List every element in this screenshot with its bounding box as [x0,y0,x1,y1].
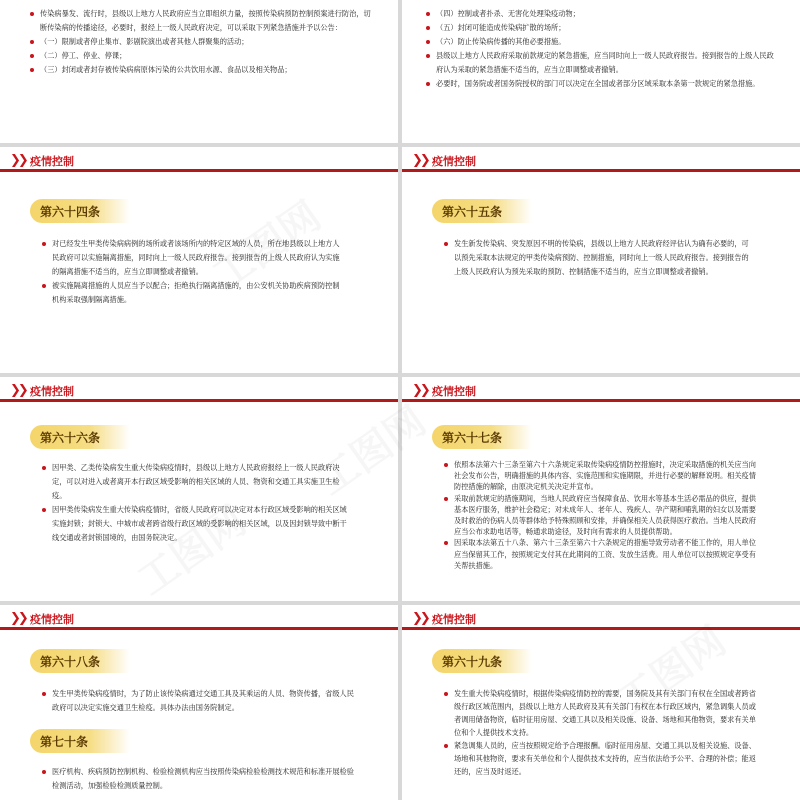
slide-panel-7 [0,605,398,800]
bullet-item [28,63,373,77]
chevron-icon: ❯❯ [10,153,26,168]
slide-panel-1 [0,0,398,143]
bullet-list [40,687,355,715]
bullet-item [424,7,774,21]
bullet-item [40,279,345,307]
bullet-list [442,237,752,279]
section-label [432,425,532,449]
header-title: 疫情控制 [432,155,476,168]
chevron-icon: ❯❯ [412,383,428,398]
section-label [30,729,130,753]
section-label [30,425,130,449]
section-label [432,199,532,223]
section-title: 第六十五条 [442,205,503,219]
bullet-item [40,461,350,503]
bullet-text: 因甲类传染病发生重大传染病疫情时，省级人民政府可以决定对本行政区域受影响的相关区域实施封锁；封锁大、中城市或者跨省级行政区域的受影响的相关区域，以及因封锁导致中断干线交通或者封锁国境的，由国务院决定。 [52,505,347,542]
bullet-item [40,687,355,715]
bullet-item [442,739,757,778]
header-rule [402,399,800,402]
bullet-item [424,21,774,35]
bullet-text: 县级以上地方人民政府采取前款规定的紧急措施，应当同时向上一级人民政府报告。接到报告的上级人民政府认为采取的紧急措施不适当的，应当立即调整或者撤销。 [436,51,774,74]
chevron-icon: ❯❯ [10,383,26,398]
slide-panel-3 [0,147,398,373]
section-title: 第七十条 [40,735,89,749]
bullet-item [28,35,373,49]
slide-header [0,605,398,635]
header-rule [402,169,800,172]
bullet-text: 因甲类、乙类传染病发生重大传染病疫情时，县级以上地方人民政府报经上一级人民政府决定，可以对进入或者离开本行政区域受影响的相关区域的人员、物资和交通工具实施卫生检疫。 [52,463,340,500]
bullet-item [442,237,752,279]
bullet-item [424,49,774,77]
header-title: 疫情控制 [30,385,74,398]
bullet-text: （三）封闭或者封存被传染病病原体污染的公共饮用水源、食品以及相关物品； [40,65,292,74]
section-title: 第六十七条 [442,431,503,445]
slide-header [0,377,398,407]
bullet-text: 被实施隔离措施的人员应当予以配合；拒绝执行隔离措施的，由公安机关协助疾病预防控制机构采取强制隔离措施。 [52,281,340,304]
bullet-list [40,765,355,793]
bullet-text: 发生甲类传染病疫情时，为了防止该传染病通过交通工具及其乘运的人员、物资传播，省级人民政府可以决定实施交通卫生检疫。具体办法由国务院制定。 [52,689,354,712]
section-label [30,649,130,673]
slide-panel-4 [402,147,800,373]
slide-panel-6 [402,377,800,601]
header-title: 疫情控制 [30,155,74,168]
header-title: 疫情控制 [30,613,74,626]
section-label [30,199,130,223]
bullet-text: 对已经发生甲类传染病病例的场所或者该场所内的特定区域的人员，所在地县级以上地方人民政府可以实施隔离措施，同时向上一级人民政府报告。接到报告的上级人民政府认为实施的隔离措施不适当的，应当立即调整或者撤销。 [52,239,340,276]
bullet-text: （五）封闭可能造成传染病扩散的场所； [436,23,566,32]
bullet-item [442,459,762,493]
header-rule [0,399,398,402]
chevron-icon: ❯❯ [412,611,428,626]
bullet-list [28,7,373,77]
bullet-item [442,493,762,538]
section-label [432,649,532,673]
bullet-text: （二）停工、停业、停课； [40,51,127,60]
bullet-item [442,687,757,739]
section-title: 第六十四条 [40,205,101,219]
section-title: 第六十九条 [442,655,503,669]
bullet-item [40,765,355,793]
header-title: 疫情控制 [432,385,476,398]
bullet-list [424,7,774,91]
bullet-text: 医疗机构、疾病预防控制机构、检验检测机构应当按照传染病检验检测技术规范和标准开展检验检测活动，加强检验检测质量控制。 [52,767,354,790]
bullet-text: 采取前款规定的措施期间，当地人民政府应当保障食品、饮用水等基本生活必需品的供应，提供基本医疗服务，维护社会稳定；对未成年人、老年人、残疾人、孕产期和哺乳期的妇女以及需要及时救治的伤病人员等群体给予特殊照顾和安排，并确保相关人员获得医疗救治。当地人民政府应当公布求助电话等，畅通求助途径，及时向有需求的人员提供帮助。 [454,493,756,537]
bullet-item [424,77,774,91]
bullet-item [442,537,762,571]
bullet-text: 因采取本法第五十八条、第六十三条至第六十六条规定的措施导致劳动者不能工作的，用人单位应当保留其工作，按照规定支付其在此期间的工资、发放生活费。用人单位可以按照规定享受有关帮扶措施。 [454,538,756,570]
slide-panel-2 [402,0,800,143]
bullet-text: 发生新发传染病、突发原因不明的传染病，县级以上地方人民政府经评估认为确有必要的，可以预先采取本法规定的甲类传染病预防、控制措施，同时向上一级人民政府报告。接到报告的上级人民政府认为预先采取的预防、控制措施不适当的，应当立即调整或者撤销。 [454,239,749,276]
header-rule [0,627,398,630]
bullet-text: 紧急调集人员的，应当按照规定给予合理报酬。临时征用房屋、交通工具以及相关设施、设备、场地和其他物资，要求有关单位和个人提供技术支持的，应当依法给予公平、合理的补偿；能返还的，应当及时返还。 [454,741,756,776]
bullet-text: 传染病暴发、流行时，县级以上地方人民政府应当立即组织力量，按照传染病预防控制预案进行防治，切断传染病的传播途径，必要时，报经上一级人民政府决定，可以采取下列紧急措施并予以公告： [40,9,371,32]
header-rule [0,169,398,172]
slide-header [402,377,800,407]
slide-header [402,605,800,635]
bullet-item [28,7,373,35]
bullet-list [442,687,757,778]
bullet-text: 发生重大传染病疫情时，根据传染病疫情防控的需要，国务院及其有关部门有权在全国或者跨省级行政区域范围内，县级以上地方人民政府及其有关部门有权在本行政区域内，紧急调集人员或者调用储备物资，临时征用房屋、交通工具以及相关设施、设备、场地和其他物资，要求有关单位和个人提供技术支持。 [454,689,756,737]
slide-header [0,147,398,177]
section-title: 第六十八条 [40,655,101,669]
bullet-text: 必要时，国务院或者国务院授权的部门可以决定在全国或者部分区域采取本条第一款规定的紧急措施。 [436,79,760,88]
bullet-text: 依照本法第六十三条至第六十六条规定采取传染病疫情防控措施时，决定采取措施的机关应当向社会发布公告，明确措施的具体内容、实施范围和实施期限，并进行必要的解释说明。相关疫情防控措施的解除，由原决定机关决定并宣布。 [454,460,756,492]
slide-panel-8 [402,605,800,800]
slide-header [402,147,800,177]
header-title: 疫情控制 [432,613,476,626]
header-rule [402,627,800,630]
chevron-icon: ❯❯ [10,611,26,626]
bullet-item [424,35,774,49]
bullet-text: （一）限制或者停止集市、影剧院演出或者其他人群聚集的活动； [40,37,249,46]
bullet-list [442,459,762,571]
bullet-text: （六）防止传染病传播的其他必要措施。 [436,37,566,46]
section-title: 第六十六条 [40,431,101,445]
bullet-text: （四）控制或者扑杀、无害化处理染疫动物； [436,9,580,18]
bullet-item [28,49,373,63]
chevron-icon: ❯❯ [412,153,428,168]
